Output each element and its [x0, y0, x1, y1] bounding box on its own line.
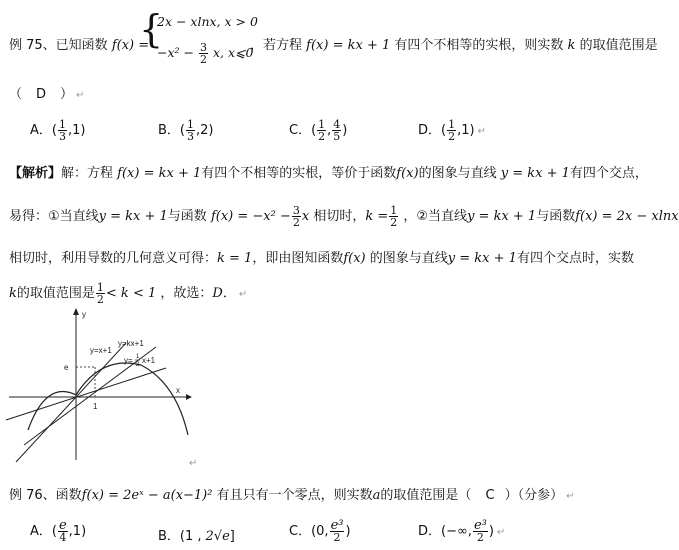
ex76-option-c: C．(0, $\frac{\text{e³}}{2}$ ): [289, 518, 351, 544]
solution-line3: 相切时，利用导数的几何意义可得：k = 1，即由图知函数f(x) 的图象与直线y = kx + 1有四个交点时，实数: [9, 251, 634, 266]
fraction-3-2: $\frac{3}{2}$: [199, 41, 207, 66]
solution-line4: k的取值范围是 $\frac{1}{2}$ < k < 1 ，故选：D． ↵: [9, 281, 248, 306]
line-y-x-plus-1: [16, 343, 126, 462]
ex75-option-c: C．( $\frac{1}{2}$ , $\frac{4}{5}$ ): [289, 118, 348, 143]
ex75-prefix: 例 75、已知函数: [9, 38, 108, 53]
ex76-option-b: B．(1 , 2√e]: [158, 529, 235, 544]
piecewise-brace: {: [139, 7, 164, 51]
solution-line1: 【解析】解：方程 f(x) = kx + 1有四个不相等的实根，等价于函数f(x)的图象与直线 y = kx + 1有四个交点，: [9, 166, 648, 181]
x-axis-arrow: [186, 394, 192, 400]
y-axis-arrow: [73, 308, 79, 315]
ex75-option-d: D．( $\frac{1}{2}$ ,1) ↵: [418, 118, 486, 143]
curve-right: [76, 363, 188, 435]
line-y-half-x-plus-1: [6, 368, 166, 420]
svg-text:2: 2: [136, 362, 140, 368]
piecewise-case1: 2x − xlnx, x > 0: [157, 14, 258, 29]
ex75-option-b: B．( $\frac{1}{3}$ ,2): [158, 118, 214, 143]
tick-1-label: 1: [93, 402, 98, 411]
solution-line2: 易得：①当直线y = kx + 1与函数 f(x) = −x² − $\frac{3}{2}$ x 相切时，k = $\frac{1}{2}$ ，②当直线y = kx + 1与函数f(x) = 2x − xlnx: [9, 204, 679, 229]
svg-text:1: 1: [136, 354, 140, 360]
ex75-equation: f(x) = kx + 1: [306, 38, 391, 53]
label-line3: [124, 354, 156, 368]
label-line2: y=kx+1: [118, 339, 144, 348]
ex75-answer-letter: D: [36, 87, 47, 102]
ex75-fx: f(x) =: [111, 38, 150, 53]
ex75-question-line1: [9, 34, 149, 53]
svg-text:x+1: x+1: [142, 356, 156, 365]
ex76-option-d: D．(−∞, $\frac{\text{e³}}{2}$ ) ↵: [418, 518, 506, 544]
ex76-option-a: A．( $\frac{e}{4}$ ,1): [30, 518, 87, 544]
function-graph: [6, 305, 196, 465]
x-axis-label: x: [176, 386, 180, 395]
graph-return: ↵: [189, 458, 198, 469]
svg-text:y=: y=: [124, 356, 133, 365]
label-line1: y=x+1: [90, 346, 112, 355]
label-e: e: [64, 363, 69, 372]
solution-tag: 【解析】: [9, 166, 62, 181]
ex75-question-line1b: ，若方程 f(x) = kx + 1 有四个不相等的实根，则实数 k 的取值范围是: [250, 38, 658, 53]
ex75-answer: （ D ） ↵: [9, 87, 85, 102]
ex75-option-a: A．( $\frac{1}{3}$ ,1): [30, 118, 86, 143]
ex76-fx: f(x) = 2eˣ − a(x−1)²: [81, 488, 213, 503]
y-axis-label: y: [82, 310, 86, 319]
ex76-question: 例 76、函数f(x) = 2eˣ − a(x−1)² 有且只有一个零点，则实数a的取值范围是（ C ）（分参） ↵: [9, 488, 575, 503]
ex76-answer-letter: C: [485, 488, 495, 503]
piecewise-case2: −x² − $\frac{3}{2}$ x, x⩽0: [157, 41, 254, 66]
